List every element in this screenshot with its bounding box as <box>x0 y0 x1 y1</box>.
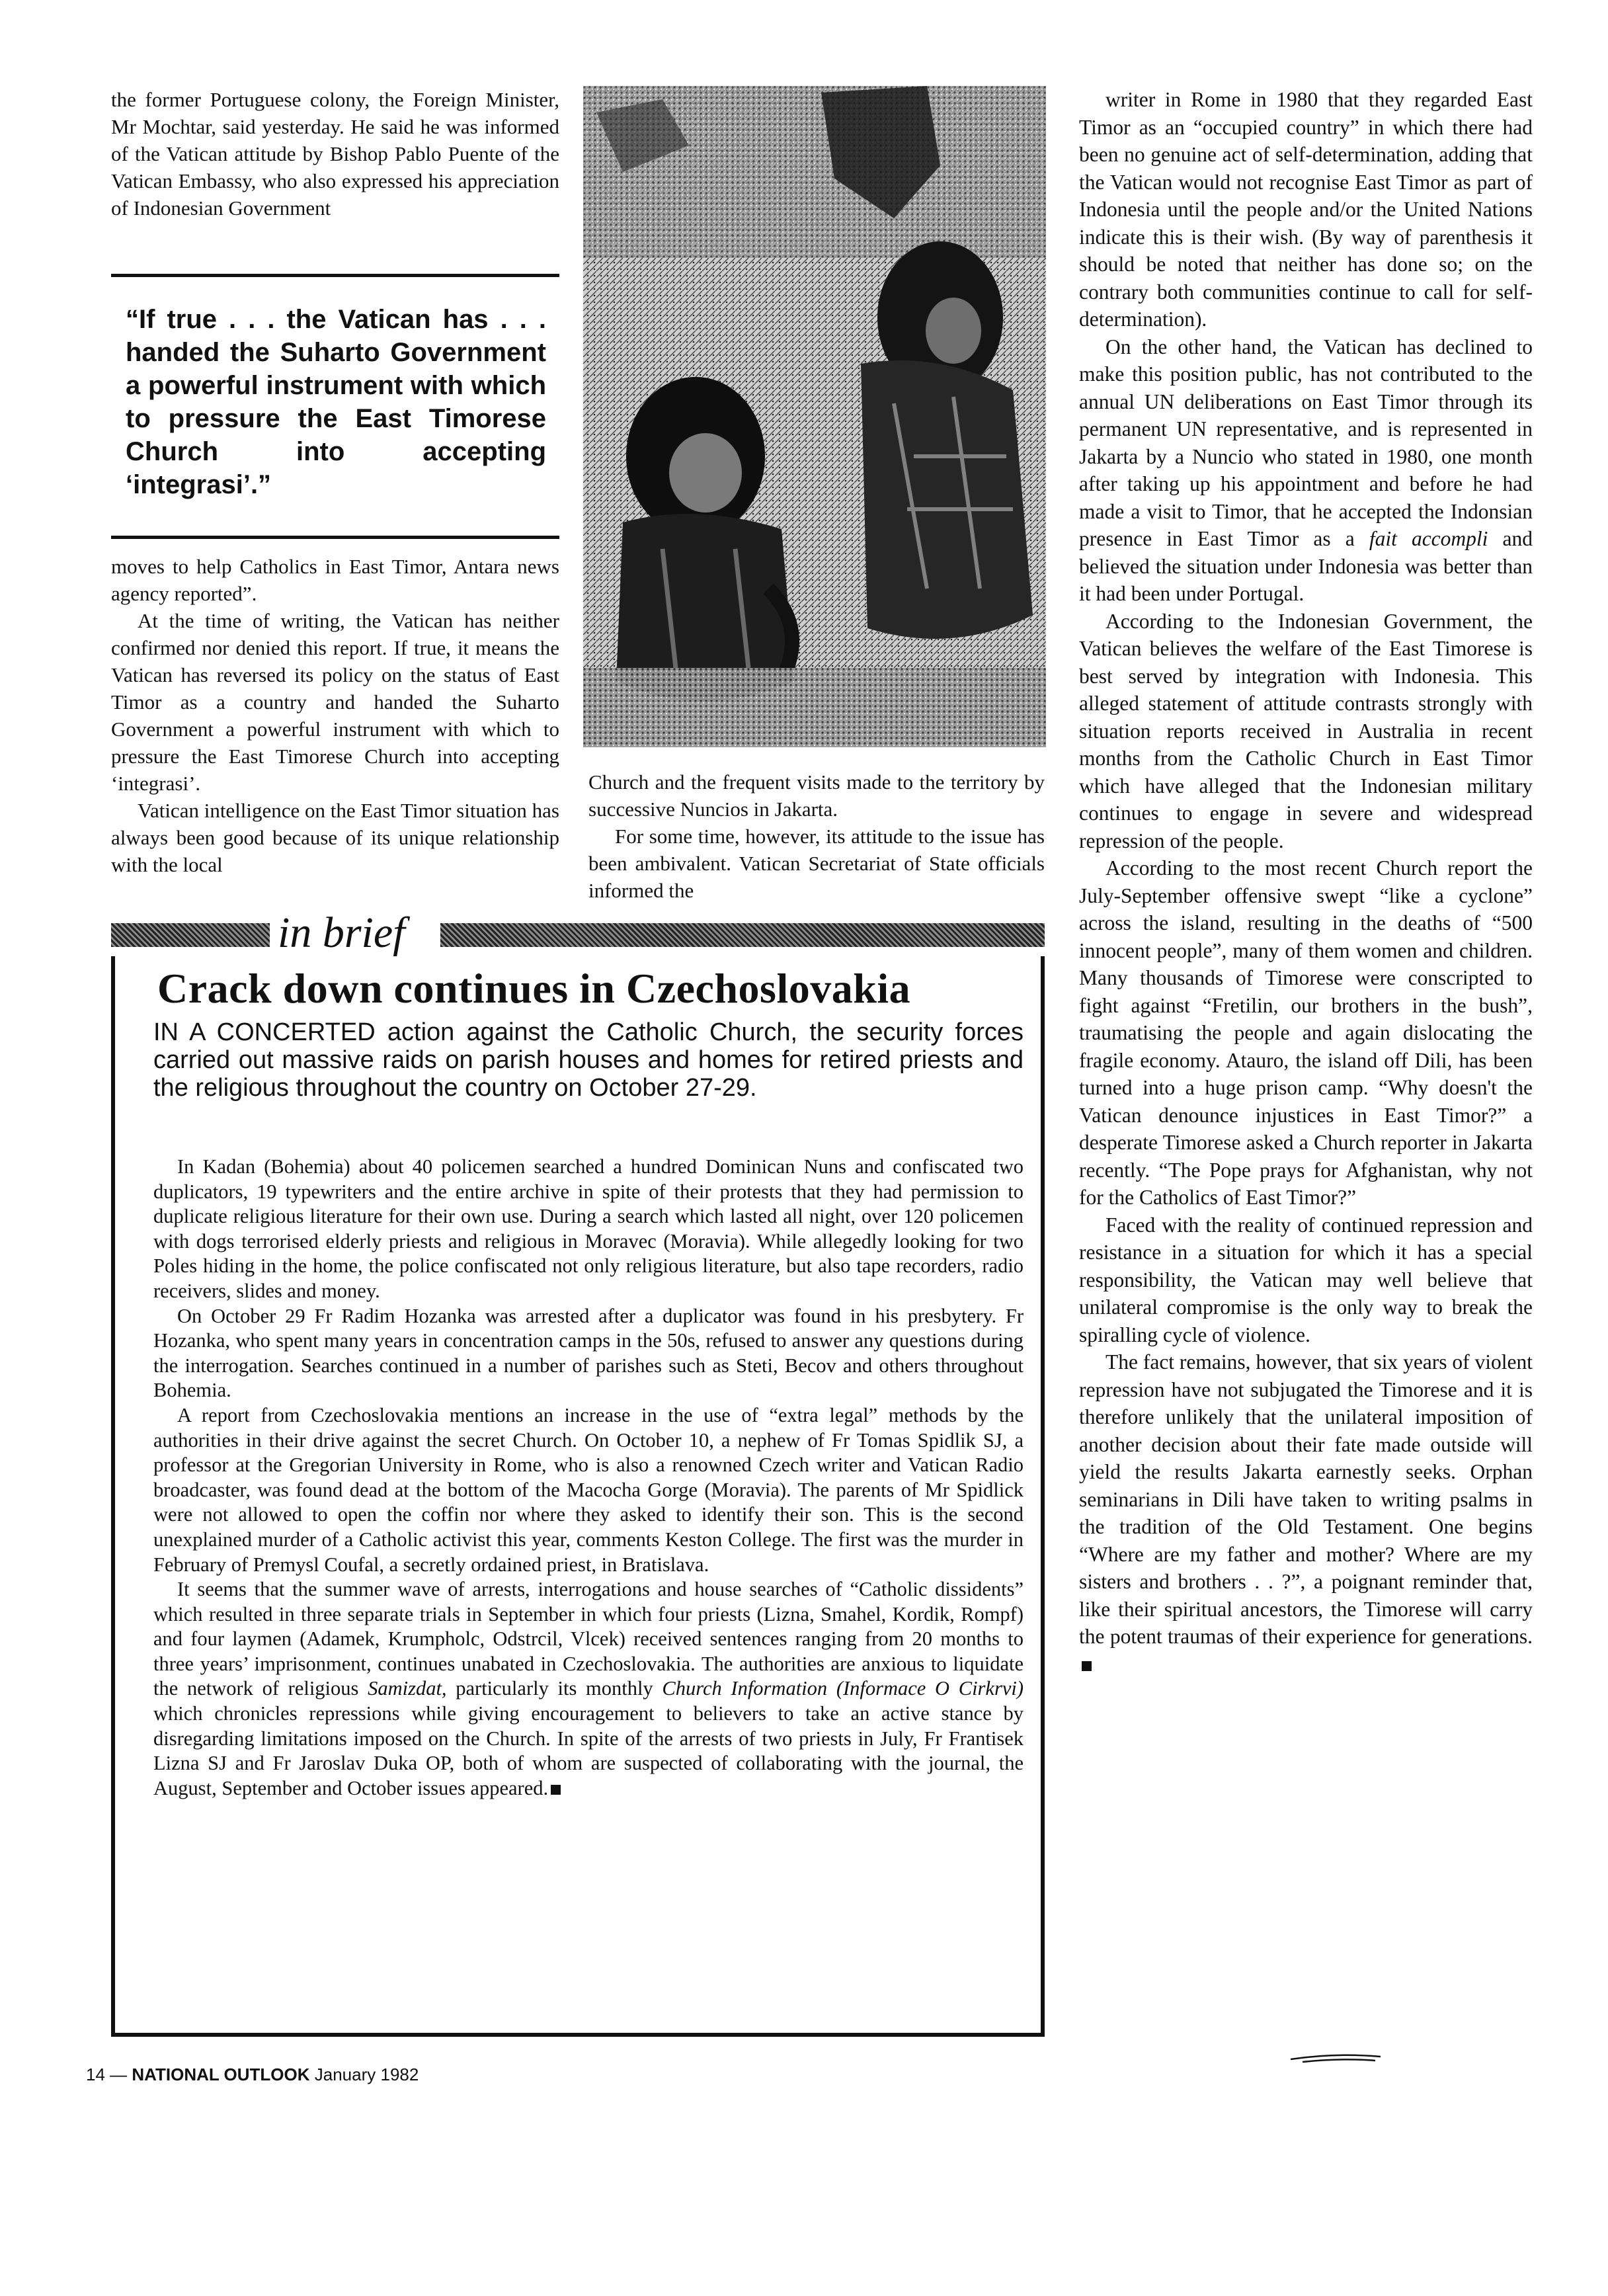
brief-headline: Crack down continues in Czechoslovakia <box>157 965 911 1012</box>
brief-paragraph: It seems that the summer wave of arrests, interrogations and house searches of “Catholic dissidents” which resulted in three separate trials in September in which four priests (Lizna, Smahel, Kordik, Rompf) and four laymen (Adamek, Krumpholc, Odstrcil, Vlcek) received sentences ranging from 20 months to three years’ imprisonment, continues unabated in Czechoslovakia. The authorities are anxious to liquidate the network of religious Samizdat, particularly its monthly Church Information (Informace O Cirkrvi) which chronicles repressions while giving encouragement to believers to take an active stance by disregarding limitations imposed on the Church. In spite of the arrests of two priests in July, Fr Frantisek Lizna SJ and Fr Jaroslav Duka OP, both of whom are suspected of collaborating with the journal, the August, September and October issues appeared. <box>153 1578 1024 1799</box>
end-of-article-mark <box>1082 1661 1092 1671</box>
article-paragraph: writer in Rome in 1980 that they regarded East Timor as an “occupied country” in which there had been no genuine act of self-determination, adding that the Vatican would not recognise East Timor as part of Indonesia until the people and/or the United Nations indicate this is their wish. (By way of parenthesis it should be noted that neither has done so; on the contrary both communities continue to call for self-determination). <box>1079 88 1533 331</box>
brief-lede: IN A CONCERTED action against the Catholic Church, the security forces carried out massive raids on parish houses and homes for retired priests and the religious throughout the country on October 27-29. <box>153 1018 1024 1102</box>
article-paragraph: At the time of writing, the Vatican has neither confirmed nor denied this report. If true, it means the Vatican has reversed its policy on the status of East Timor as a country and handed the Suharto Government a powerful instrument with which to pressure the East Timorese Church into accepting ‘integrasi’. <box>111 609 559 795</box>
article-paragraph: the former Portuguese colony, the Foreign Minister, Mr Mochtar, said yesterday. He said he was informed of the Vatican attitude by Bishop Pablo Puente of the Vatican Embassy, who also expressed his appreciation of Indonesian Government <box>111 88 559 220</box>
brief-body <box>153 1155 1024 1801</box>
in-brief-banner <box>111 909 1045 957</box>
decorative-flourish <box>1289 2051 1382 2065</box>
pull-quote-rule-top <box>111 274 559 277</box>
article-paragraph: Vatican intelligence on the East Timor situation has always been good because of its unique relationship with the local <box>111 799 559 876</box>
article-paragraph: The fact remains, however, that six years of violent repression have not subjugated the Timorese and it is therefore unlikely that the unilateral imposition of another decision about their fate made outside will yield the results Jakarta earnestly seeks. Orphan seminarians in Dili have taken to writing psalms in the tradition of the Old Testament. One begins “Where are my father and mother? Where are my sisters and brothers . . ?”, a poignant reminder that, like their spiritual ancestors, the Timorese will carry the potent traumas of their experience for generations. <box>1079 1348 1533 1678</box>
pull-quote: “If true . . . the Vatican has . . . handed the Suharto Government a powerful instrument with which to pressure the East Timorese Church into accepting ‘integrasi’.” <box>126 305 546 499</box>
italic-phrase: fait accompli <box>1369 527 1488 550</box>
brief-paragraph: A report from Czechoslovakia mentions an increase in the use of “extra legal” methods by the authorities in their drive against the secret Church. On October 10, a nephew of Fr Tomas Spidlik SJ, a professor at the Gregorian University in Rome, who is also a renowned Czech writer and Vatican Radio broadcaster, was found dead at the bottom of the Macocha Gorge (Moravia). The parents of Mr Spidlick were not allowed to open the coffin nor where they asked to identify their son. This is the second unexplained murder of a Catholic activist this year, comments Keston College. The first was the murder in February of Premysl Coufal, a secretly ordained priest, in Bratislava. <box>153 1403 1024 1576</box>
banner-texture-right <box>440 923 1045 947</box>
italic-journal-title: Church Information (Informace O Cirkrvi) <box>662 1677 1024 1700</box>
publication-name: NATIONAL OUTLOOK <box>132 2065 310 2084</box>
column-1-top <box>111 86 559 222</box>
in-brief-box <box>111 956 1045 2037</box>
page-footer <box>86 2065 419 2085</box>
article-paragraph: According to the most recent Church report the July-September offensive swept “like a cyclone” across the island, resulting in the deaths of “500 innocent people”, many of them women and children. Many thousands of Timorese were conscripted to fight against “Fretilin, our brothers in the bush”, traumatising the people and again dislocating the fragile economy. Atauro, the island off Dili, has been turned into a huge prison camp. “Why doesn't the Vatican denounce injustices in East Timor?” a desperate Timorese asked a Church reporter in Jakarta recently. “The Pope prays for Afghanistan, why not for the Catholics of East Timor?” <box>1079 856 1533 1209</box>
pull-quote-rule-bottom <box>111 536 559 539</box>
article-paragraph: On the other hand, the Vatican has declined to make this position public, has not contributed to the annual UN deliberations on East Timor through its permanent UN representative, and is represented in Jakarta by a Nuncio who stated in 1980, one month after taking up his appointment and before he had made a visit to Timor, that he accepted the Indonsian presence in East Timor as a fait accompli and believed the situation under Indonesia was better than it had been under Portugal. <box>1079 335 1533 605</box>
photo-image <box>583 86 1046 747</box>
article-paragraph: Church and the frequent visits made to the territory by successive Nuncios in Jakarta. <box>588 770 1045 821</box>
column-2 <box>588 768 1045 904</box>
article-paragraph: Faced with the reality of continued repression and resistance in a situation for which it has a special responsibility, the Vatican may well believe that unilateral compromise is the only way to break the spiralling cycle of violence. <box>1079 1213 1533 1346</box>
banner-texture-left <box>111 923 270 947</box>
brief-paragraph: In Kadan (Bohemia) about 40 policemen searched a hundred Dominican Nuns and confiscated two duplicators, 19 typewriters and the entire archive in spite of their protests that they had permission to duplicate religious literature for their own use. During a search which lasted all night, over 120 policemen with dogs terrorised elderly priests and religious in Moravec (Moravia). While allegedly looking for two Poles hiding in the home, the police confiscated not only religious literature, but also tape recorders, radio receivers, slides and money. <box>153 1155 1024 1302</box>
article-paragraph: moves to help Catholics in East Timor, Antara news agency reported”. <box>111 555 559 605</box>
news-photo-timorese-children <box>583 86 1046 747</box>
italic-term: Samizdat, <box>368 1677 447 1700</box>
article-paragraph: According to the Indonesian Government, the Vatican believes the welfare of the East Timorese is best served by integration with Indonesia. This alleged statement of attitude contrasts strongly with situation reports received in Australia in recent months from the Catholic Church in East Timor which have alleged that the Indonesian military continues to engage in severe and widespread repression of the people. <box>1079 609 1533 852</box>
column-1-bottom <box>111 553 559 878</box>
column-3 <box>1079 86 1533 1678</box>
article-paragraph: For some time, however, its attitude to the issue has been ambivalent. Vatican Secretariat of State officials informed the <box>588 825 1045 902</box>
issue-date: January 1982 <box>314 2065 419 2084</box>
end-of-article-mark <box>551 1785 561 1795</box>
page-number: 14 — <box>86 2065 128 2084</box>
brief-paragraph: On October 29 Fr Radim Hozanka was arrested after a duplicator was found in his presbytery. Fr Hozanka, who spent many years in concentration camps in the 50s, refused to answer any questions during the interrogation. Searches continued in a number of parishes such as Steti, Becov and others throughout Bohemia. <box>153 1304 1024 1402</box>
section-label: in brief <box>278 909 405 957</box>
